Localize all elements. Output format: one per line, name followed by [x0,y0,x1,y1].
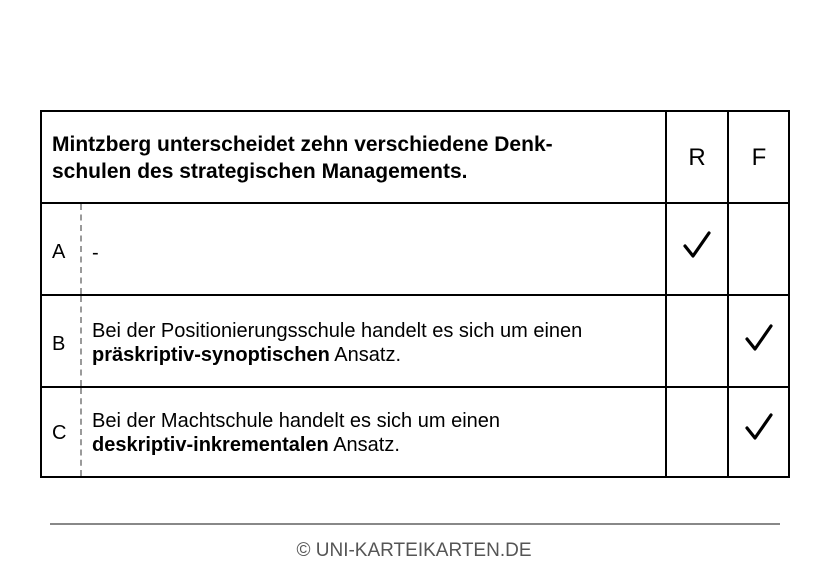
option-text-bold: deskriptiv-inkrementalen [92,434,329,456]
option-letter: C [52,422,67,444]
column-header-richtig: R [688,144,706,171]
question-text [52,131,642,185]
option-text-bold: präskriptiv-synoptischen [92,344,330,366]
footer-copyright: © UNI-KARTEIKARTEN.DE [296,540,532,561]
option-letter: A [52,241,66,263]
option-letter: B [52,333,66,355]
question-line-1: Mintzberg unterscheidet zehn verschiedene Denk- [52,133,553,156]
question-row [42,112,788,204]
option-text-tail: Ansatz. [329,344,401,366]
column-header-falsch: F [751,144,767,171]
option-text: - [92,242,99,264]
dashed-separator [80,296,82,386]
checkmark-icon [744,412,774,442]
option-text-line-1: Bei der Positionierungsschule handelt es sich um einen [92,320,583,342]
option-text-tail: Ansatz. [328,434,400,456]
option-row-b[interactable] [42,296,788,388]
option-text [92,409,652,457]
option-row-c[interactable] [42,388,788,476]
option-row-a[interactable] [42,204,788,296]
footer-divider [50,523,780,525]
checkmark-icon [744,323,774,353]
option-text-line-1: Bei der Machtschule handelt es sich um einen [92,410,501,432]
dashed-separator [80,204,82,294]
question-line-2: schulen des strategischen Managements. [52,160,468,183]
option-text [92,319,652,367]
quiz-card [40,110,790,478]
dashed-separator [80,388,82,476]
checkmark-icon [682,230,712,260]
